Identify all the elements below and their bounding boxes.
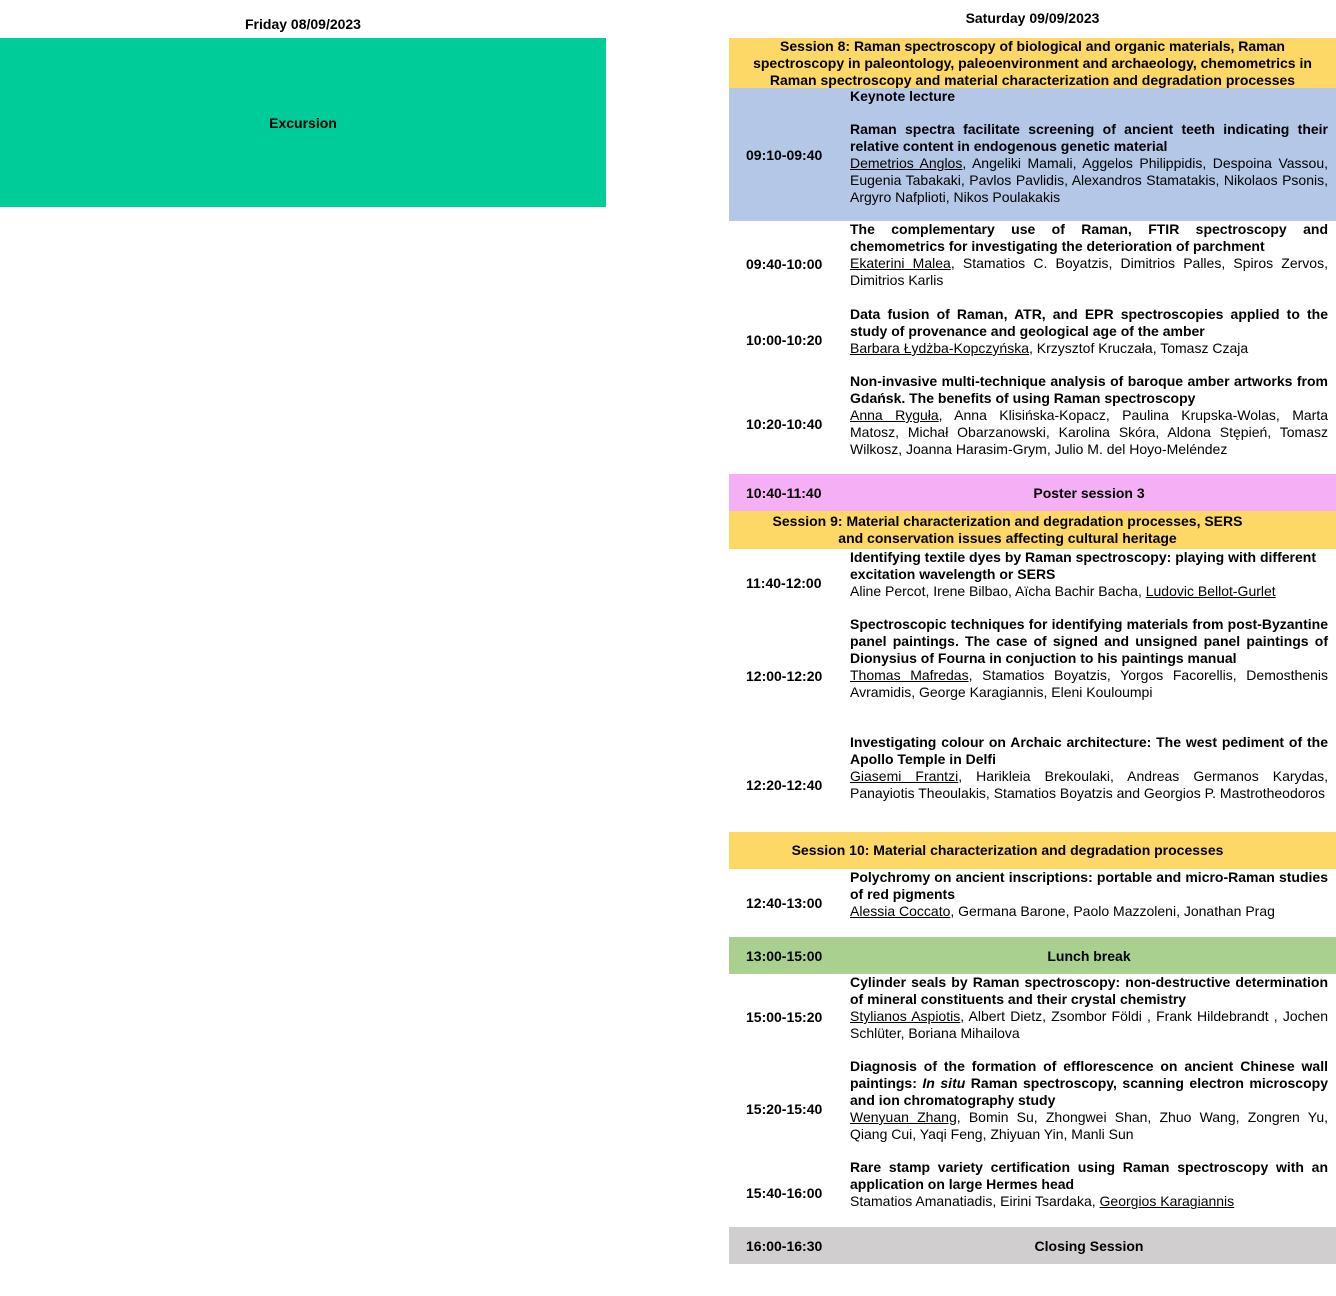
presenter: Ludovic Bellot-Gurlet — [1145, 583, 1276, 599]
talk-entry — [850, 1159, 1328, 1210]
presenter: Wenyuan Zhang — [850, 1109, 957, 1125]
presenter: Alessia Coccato — [850, 903, 951, 919]
presenter: Demetrios Anglos — [850, 155, 963, 171]
co-authors: , Stamatios C. Boyatzis, Dimitrios Palles, Spiros Zervos, Dimitrios Karlis — [850, 255, 1328, 288]
talk-entry — [850, 221, 1328, 289]
talk-title: Identifying textile dyes by Raman spectroscopy: playing with different excitation wavelength or SERS — [850, 549, 1316, 582]
closing-label: Closing Session — [1034, 1237, 1144, 1254]
talk-time: 11:40-12:00 — [746, 574, 822, 591]
talk-title: Investigating colour on Archaic architecture: The west pediment of the Apollo Temple in Delfi — [850, 734, 1328, 767]
talk-time: 10:00-10:20 — [746, 331, 823, 348]
session-8-header: Session 8: Raman spectroscopy of biological and organic materials, Raman spectroscopy in paleontology, paleoenvironment and archaeology, chemometrics in Raman spectroscopy and material characterization and degradation processes — [729, 38, 1336, 88]
talk-title: Rare stamp variety certification using Raman spectroscopy with an application on large Hermes head — [850, 1159, 1328, 1192]
co-authors: , Stamatios Boyatzis, Yorgos Facorellis, Demosthenis Avramidis, George Karagiannis, Eleni Kouloumpi — [850, 667, 1329, 700]
talk-entry — [850, 306, 1328, 357]
talk-title-part: Raman spectroscopy, scanning electron microscopy and ion chromatography study — [850, 1075, 1328, 1108]
talk-authors — [850, 340, 1328, 357]
talk-entry — [850, 1058, 1328, 1143]
talk-title: Cylinder seals by Raman spectroscopy: non-destructive determination of mineral constituents and their crystal chemistry — [850, 974, 1328, 1007]
session-10-header: Session 10: Material characterization and degradation processes — [729, 832, 1336, 869]
presenter: Thomas Mafredas — [850, 667, 969, 683]
talk-time: 12:00-12:20 — [746, 667, 823, 684]
keynote-time: 09:10-09:40 — [746, 146, 823, 163]
presenter: Barbara Łydżba-Kopczyńska — [850, 340, 1029, 356]
lunch-label: Lunch break — [1047, 947, 1131, 964]
co-authors: , Harikleia Brekoulaki, Andreas Germanos Karydas, Panayiotis Theoulakis, Stamatios Boyatzis and Georgios P. Mastrotheodoros — [850, 768, 1328, 801]
co-authors: , Germana Barone, Paolo Mazzoleni, Jonathan Prag — [950, 903, 1275, 919]
poster-time: 10:40-11:40 — [746, 484, 822, 501]
talk-entry — [850, 549, 1328, 600]
poster-label: Poster session 3 — [1033, 484, 1145, 501]
excursion-block — [0, 38, 606, 207]
talk-authors — [850, 255, 1328, 289]
presenter: Giasemi Frantzi — [850, 768, 959, 784]
friday-title: Friday 08/09/2023 — [245, 16, 361, 32]
presenter: Anna Ryguła — [850, 407, 939, 423]
talk-title-italic: In situ — [922, 1075, 966, 1091]
talk-title: The complementary use of Raman, FTIR spectroscopy and chemometrics for investigating the deterioration of parchment — [850, 221, 1328, 254]
lunch-time: 13:00-15:00 — [746, 947, 823, 964]
talk-authors — [850, 583, 1328, 600]
talk-entry — [850, 616, 1328, 701]
talk-authors — [850, 768, 1328, 802]
presenter: Georgios Karagiannis — [1099, 1193, 1235, 1209]
co-authors: , Krzysztof Kruczała, Tomasz Czaja — [1029, 340, 1249, 356]
talk-title — [850, 1058, 1328, 1109]
excursion-label: Excursion — [269, 114, 337, 131]
talk-entry — [850, 734, 1328, 802]
talk-time: 12:40-13:00 — [746, 894, 823, 911]
saturday-title: Saturday 09/09/2023 — [965, 10, 1100, 26]
closing-time: 16:00-16:30 — [746, 1237, 823, 1254]
co-authors: , Bomin Su, Zhongwei Shan, Zhuo Wang, Zongren Yu, Qiang Cui, Yaqi Feng, Zhiyuan Yin, Manli Sun — [850, 1109, 1328, 1142]
presenter: Stylianos Aspiotis — [850, 1008, 961, 1024]
co-authors: , Angeliki Mamali, Aggelos Philippidis, Despoina Vassou, Eugenia Tabakaki, Pavlos Pavlidis, Alexandros Stamatakis, Nikolaos Psonis, Argyro Nafplioti, Nikos Poulakakis — [850, 155, 1328, 205]
talk-authors — [850, 407, 1328, 458]
talk-entry — [850, 974, 1328, 1042]
talk-time: 10:20-10:40 — [746, 415, 823, 432]
presenter: Ekaterini Malea — [850, 255, 951, 271]
talk-title: Data fusion of Raman, ATR, and EPR spectroscopies applied to the study of provenance and geological age of the amber — [850, 306, 1328, 339]
talk-time: 15:20-15:40 — [746, 1100, 823, 1117]
talk-time: 15:00-15:20 — [746, 1008, 823, 1025]
talk-authors — [850, 667, 1328, 701]
keynote-authors — [850, 155, 1328, 206]
talk-authors — [850, 1109, 1328, 1143]
keynote-label: Keynote lecture — [850, 88, 956, 104]
keynote-title: Raman spectra facilitate screening of ancient teeth indicating their relative content in endogenous genetic material — [850, 121, 1328, 154]
talk-title: Spectroscopic techniques for identifying materials from post-Byzantine panel paintings. The case of signed and unsigned panel paintings of Dionysius of Fourna in conjuction to his paintings manual — [850, 616, 1328, 666]
talk-title: Non-invasive multi-technique analysis of baroque amber artworks from Gdańsk. The benefits of using Raman spectroscopy — [850, 373, 1328, 406]
talk-time: 12:20-12:40 — [746, 776, 823, 793]
keynote-talk — [850, 88, 1328, 206]
session-9-header: Session 9: Material characterization and degradation processes, SERS and conservation issues affecting cultural heritage — [729, 511, 1336, 549]
co-authors: , Anna Klisińska-Kopacz, Paulina Krupska-Wolas, Marta Matosz, Michał Obarzanowski, Karolina Skóra, Aldona Stępień, Tomasz Wilkosz, Joanna Harasim-Grym, Julio M. del Hoyo-Meléndez — [850, 407, 1328, 457]
talk-title-part: Diagnosis of the formation of efflorescence on ancient Chinese wall paintings: — [850, 1058, 1328, 1091]
talk-time: 15:40-16:00 — [746, 1184, 823, 1201]
co-authors: Stamatios Amanatiadis, Eirini Tsardaka, — [850, 1193, 1100, 1209]
talk-authors — [850, 903, 1328, 920]
co-authors: , Albert Dietz, Zsombor Földi , Frank Hildebrandt , Jochen Schlüter, Boriana Mihailova — [850, 1008, 1328, 1041]
talk-title: Polychromy on ancient inscriptions: portable and micro-Raman studies of red pigments — [850, 869, 1328, 902]
talk-entry — [850, 869, 1328, 920]
talk-authors — [850, 1193, 1328, 1210]
talk-authors — [850, 1008, 1328, 1042]
talk-time: 09:40-10:00 — [746, 255, 823, 272]
talk-entry — [850, 373, 1328, 458]
co-authors: Aline Percot, Irene Bilbao, Aïcha Bachir Bacha, — [850, 583, 1146, 599]
